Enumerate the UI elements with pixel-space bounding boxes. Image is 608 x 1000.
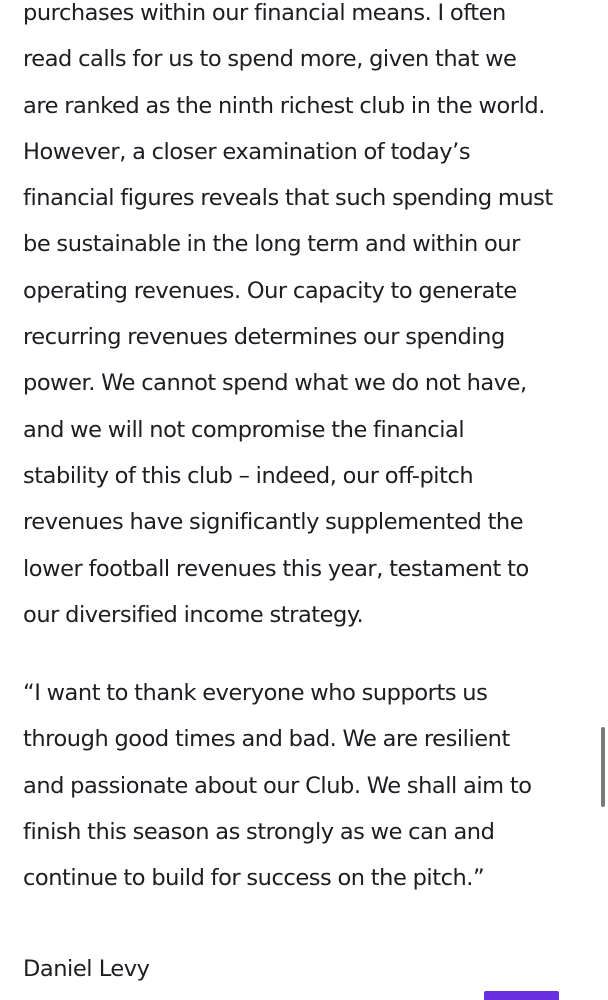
paragraph-line: through good times and bad. We are resilient bbox=[23, 726, 510, 753]
paragraph-line: be sustainable in the long term and within our bbox=[23, 231, 520, 258]
paragraph-line: purchases within our financial means. I often bbox=[23, 0, 506, 26]
paragraph-line: revenues have significantly supplemented the bbox=[23, 509, 524, 536]
article-body bbox=[23, 0, 593, 902]
paragraph-line: operating revenues. Our capacity to generate bbox=[23, 277, 517, 304]
author-signature: Daniel Levy bbox=[23, 956, 150, 982]
paragraph-line: lower football revenues this year, testament to bbox=[23, 555, 529, 582]
paragraph-line: However, a closer examination of today’s bbox=[23, 138, 471, 165]
article-paragraph bbox=[23, 0, 593, 638]
paragraph-line: “I want to thank everyone who supports us bbox=[23, 680, 488, 707]
paragraph-line: our diversified income strategy. bbox=[23, 601, 364, 628]
paragraph-line: finish this season as strongly as we can and bbox=[23, 819, 495, 846]
paragraph-line: continue to build for success on the pitch.” bbox=[23, 865, 485, 892]
article-quote-paragraph bbox=[23, 670, 593, 901]
paragraph-line: power. We cannot spend what we do not have, bbox=[23, 370, 527, 397]
floating-action-button[interactable] bbox=[484, 991, 559, 1000]
paragraph-line: are ranked as the ninth richest club in the world. bbox=[23, 92, 545, 119]
vertical-scrollbar[interactable] bbox=[601, 727, 605, 807]
paragraph-line: read calls for us to spend more, given that we bbox=[23, 46, 517, 73]
paragraph-line: financial figures reveals that such spending must bbox=[23, 185, 553, 212]
paragraph-line: stability of this club – indeed, our off-pitch bbox=[23, 462, 474, 489]
paragraph-line: recurring revenues determines our spending bbox=[23, 324, 505, 351]
paragraph-line: and we will not compromise the financial bbox=[23, 416, 465, 443]
paragraph-line: and passionate about our Club. We shall aim to bbox=[23, 772, 532, 799]
